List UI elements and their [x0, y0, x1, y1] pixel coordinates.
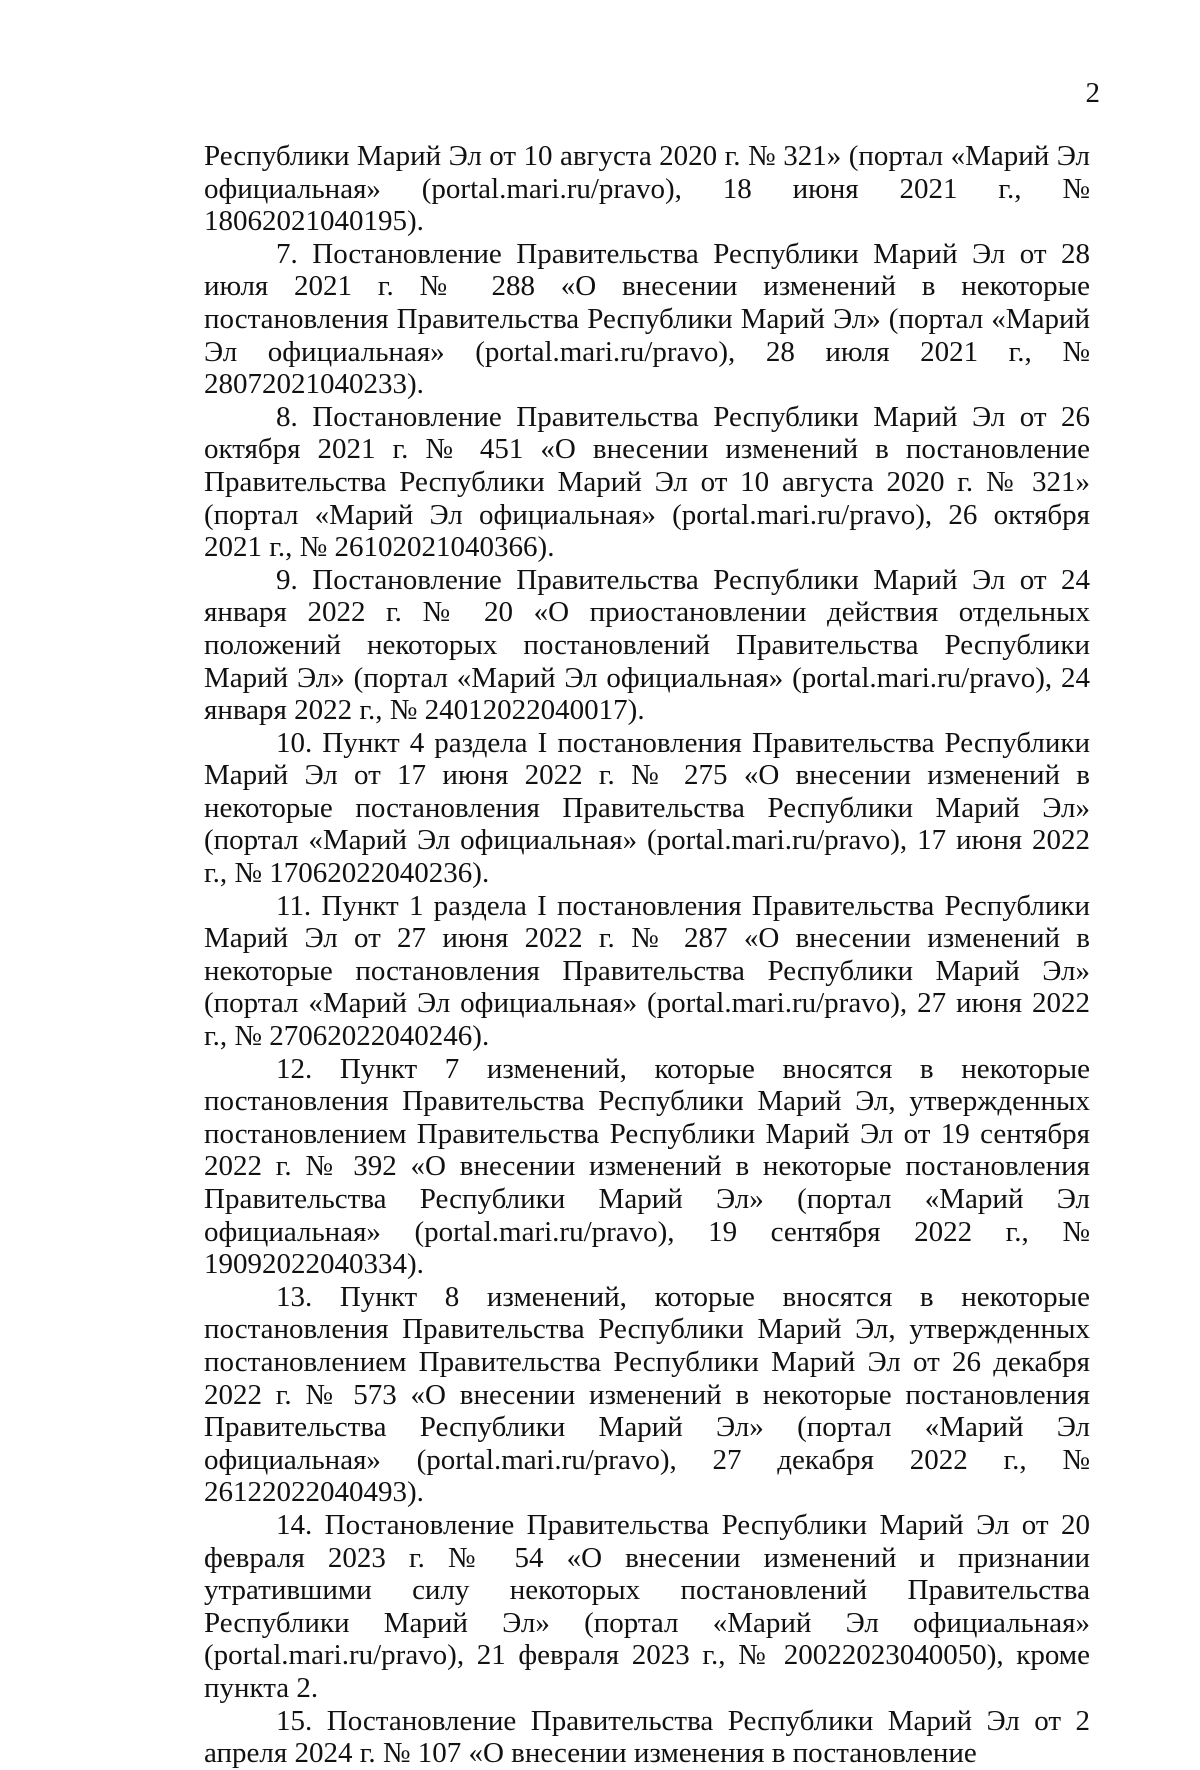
- list-item-14: 14. Постановление Правительства Республики Марий Эл от 20 февраля 2023 г. № 54 «О внесении изменений и признании утратившими силу некоторых постановлений Правительства Республики Марий Эл» (портал «Марий Эл официальная» (portal.mari.ru/pravo), 21 февраля 2023 г., № 20022023040050), кроме пункта 2.: [204, 1508, 1090, 1704]
- list-item-7: 7. Постановление Правительства Республики Марий Эл от 28 июля 2021 г. № 288 «О внесении изменений в некоторые постановления Правительства Республики Марий Эл» (портал «Марий Эл официальная» (portal.mari.ru/pravo), 28 июля 2021 г., № 28072021040233).: [204, 237, 1090, 401]
- list-item-11: 11. Пункт 1 раздела I постановления Правительства Республики Марий Эл от 27 июня 2022 г. № 287 «О внесении изменений в некоторые постановления Правительства Республики Марий Эл» (портал «Марий Эл официальная» (portal.mari.ru/pravo), 27 июня 2022 г., № 27062022040246).: [204, 889, 1090, 1053]
- list-item-12: 12. Пункт 7 изменений, которые вносятся в некоторые постановления Правительства Республики Марий Эл, утвержденных постановлением Правительства Республики Марий Эл от 19 сентября 2022 г. № 392 «О внесении изменений в некоторые постановления Правительства Республики Марий Эл» (портал «Марий Эл официальная» (portal.mari.ru/pravo), 19 сентября 2022 г., № 19092022040334).: [204, 1052, 1090, 1281]
- list-item-13: 13. Пункт 8 изменений, которые вносятся в некоторые постановления Правительства Республики Марий Эл, утвержденных постановлением Правительства Республики Марий Эл от 26 декабря 2022 г. № 573 «О внесении изменений в некоторые постановления Правительства Республики Марий Эл» (портал «Марий Эл официальная» (portal.mari.ru/pravo), 27 декабря 2022 г., № 26122022040493).: [204, 1280, 1090, 1509]
- list-item-8: 8. Постановление Правительства Республики Марий Эл от 26 октября 2021 г. № 451 «О внесении изменений в постановление Правительства Республики Марий Эл от 10 августа 2020 г. № 321» (портал «Марий Эл официальная» (portal.mari.ru/pravo), 26 октября 2021 г., № 26102021040366).: [204, 400, 1090, 564]
- paragraph-continuation: Республики Марий Эл от 10 августа 2020 г. № 321» (портал «Марий Эл официальная» (portal.mari.ru/pravo), 18 июня 2021 г., № 18062021040195).: [204, 140, 1090, 238]
- list-item-9: 9. Постановление Правительства Республики Марий Эл от 24 января 2022 г. № 20 «О приостановлении действия отдельных положений некоторых постановлений Правительства Республики Марий Эл» (портал «Марий Эл официальная» (portal.mari.ru/pravo), 24 января 2022 г., № 24012022040017).: [204, 563, 1090, 727]
- list-item-10: 10. Пункт 4 раздела I постановления Правительства Республики Марий Эл от 17 июня 2022 г. № 275 «О внесении изменений в некоторые постановления Правительства Республики Марий Эл» (портал «Марий Эл официальная» (portal.mari.ru/pravo), 17 июня 2022 г., № 17062022040236).: [204, 726, 1090, 890]
- document-body: [204, 140, 1090, 1770]
- list-item-15: 15. Постановление Правительства Республики Марий Эл от 2 апреля 2024 г. № 107 «О внесении изменения в постановление: [204, 1704, 1090, 1770]
- page-number: 2: [1085, 77, 1100, 109]
